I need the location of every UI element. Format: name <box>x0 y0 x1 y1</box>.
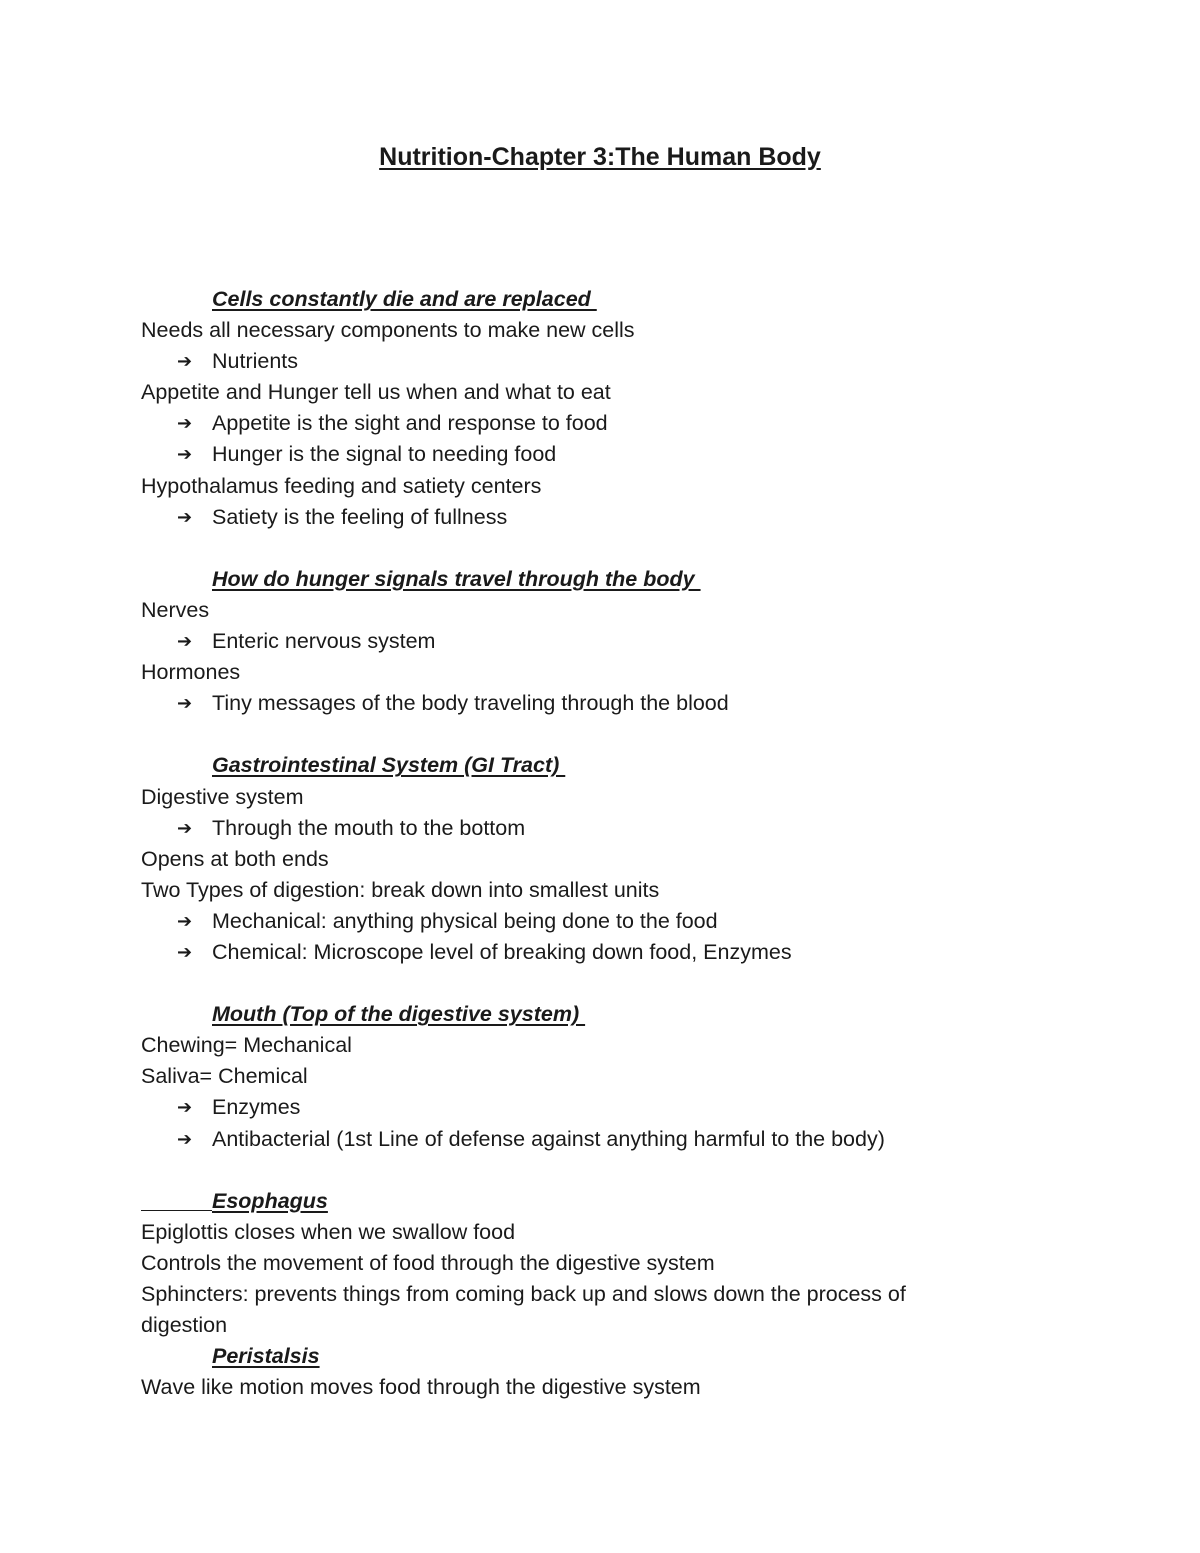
bullet-item <box>141 346 1011 377</box>
text-line: Sphincters: prevents things from coming back up and slows down the process of digestion <box>141 1282 906 1338</box>
text-line: Hormones <box>141 660 241 685</box>
bullet-text: Appetite is the sight and response to food <box>212 411 608 436</box>
arrow-bullet-icon: ➔ <box>177 817 193 839</box>
bullet-item <box>141 502 1011 533</box>
bullet-text: Mechanical: anything physical being done to the food <box>212 908 718 933</box>
underline-rule <box>141 1190 212 1211</box>
arrow-bullet-icon: ➔ <box>177 351 193 373</box>
arrow-bullet-icon: ➔ <box>177 413 193 435</box>
bullet-text: Chemical: Microscope level of breaking down food, Enzymes <box>212 939 792 964</box>
spacer <box>141 719 1011 750</box>
bullet-item <box>141 906 1011 937</box>
arrow-bullet-icon: ➔ <box>177 444 193 466</box>
bullet-text: Enzymes <box>212 1095 301 1120</box>
text-line: Appetite and Hunger tell us when and what to eat <box>141 380 611 405</box>
bullet-text: Nutrients <box>212 349 299 374</box>
text-line: Hypothalamus feeding and satiety centers <box>141 473 542 498</box>
bullet-item <box>141 688 1011 719</box>
section-heading-mouth: Mouth (Top of the digestive system) <box>212 1002 586 1027</box>
bullet-item <box>141 937 1011 968</box>
document-body <box>141 284 1011 1403</box>
document-title: Nutrition-Chapter 3:The Human Body <box>379 143 821 171</box>
bullet-text: Through the mouth to the bottom <box>212 815 526 840</box>
text-line: Nerves <box>141 597 210 622</box>
arrow-bullet-icon: ➔ <box>177 693 193 715</box>
text-line: Opens at both ends <box>141 846 329 871</box>
section-heading-gi-tract: Gastrointestinal System (GI Tract) <box>212 753 566 778</box>
section-heading-esophagus-row <box>141 1186 1011 1217</box>
bullet-item <box>141 813 1011 844</box>
arrow-bullet-icon: ➔ <box>177 910 193 932</box>
arrow-bullet-icon: ➔ <box>177 1128 193 1150</box>
bullet-item <box>141 1124 1011 1155</box>
text-line: Saliva= Chemical <box>141 1064 308 1089</box>
bullet-item <box>141 1092 1011 1123</box>
spacer <box>141 968 1011 999</box>
section-heading-peristalsis: Peristalsis <box>212 1344 320 1369</box>
text-line: Epiglottis closes when we swallow food <box>141 1219 516 1244</box>
section-heading-cells: Cells constantly die and are replaced <box>212 287 597 311</box>
bullet-item <box>141 439 1011 470</box>
text-line: Needs all necessary components to make new cells <box>141 318 635 343</box>
text-line: Chewing= Mechanical <box>141 1033 352 1058</box>
bullet-text: Satiety is the feeling of fullness <box>212 504 508 529</box>
arrow-bullet-icon: ➔ <box>177 506 193 528</box>
spacer <box>141 533 1011 564</box>
section-heading-signals: How do hunger signals travel through the body <box>212 566 701 591</box>
bullet-text: Antibacterial (1st Line of defense against anything harmful to the body) <box>212 1126 885 1151</box>
text-line: Digestive system <box>141 784 304 809</box>
bullet-text: Hunger is the signal to needing food <box>212 442 557 467</box>
text-line: Wave like motion moves food through the digestive system <box>141 1375 701 1400</box>
bullet-item <box>141 626 1011 657</box>
spacer <box>141 1155 1011 1186</box>
arrow-bullet-icon: ➔ <box>177 1097 193 1119</box>
arrow-bullet-icon: ➔ <box>177 941 193 963</box>
text-line: Two Types of digestion: break down into smallest units <box>141 877 660 902</box>
arrow-bullet-icon: ➔ <box>177 631 193 653</box>
text-line: Controls the movement of food through the digestive system <box>141 1250 715 1275</box>
bullet-text: Tiny messages of the body traveling through the blood <box>212 691 729 716</box>
bullet-item <box>141 408 1011 439</box>
section-heading-esophagus: Esophagus <box>212 1188 328 1213</box>
bullet-text: Enteric nervous system <box>212 629 436 654</box>
